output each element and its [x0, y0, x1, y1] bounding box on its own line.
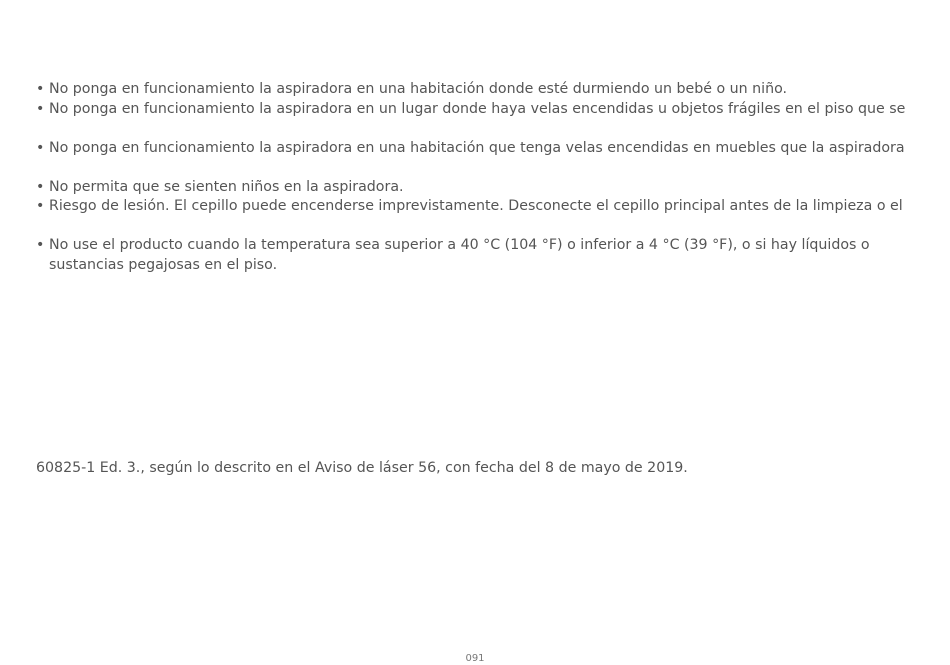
warning-candles-furniture: • No ponga en funcionamiento la aspiradora en una habitación que tenga velas encendidas en muebles que la aspiradora	[36, 139, 916, 159]
warning-children-sitting: • No permita que se sienten niños en la aspiradora.	[36, 178, 916, 198]
warning-sleeping-child: • No ponga en funcionamiento la aspiradora en una habitación donde esté durmiendo un bebé o un niño.	[36, 80, 916, 100]
page-number: 091	[465, 653, 485, 664]
warning-candles-fragile-floor: • No ponga en funcionamiento la aspiradora en un lugar donde haya velas encendidas u objetos frágiles en el piso que se	[36, 100, 916, 120]
spacer	[36, 158, 916, 178]
warning-temperature-liquids: • No use el producto cuando la temperatura sea superior a 40 °C (104 °F) o inferior a 4 °C (39 °F), o si hay líquidos o sustancias pegajosas en el piso.	[36, 236, 916, 275]
spacer	[36, 217, 916, 237]
warning-brush-injury: • Riesgo de lesión. El cepillo puede encenderse imprevistamente. Desconecte el cepillo principal antes de la limpieza o el	[36, 197, 916, 217]
laser-notice-text: 60825-1 Ed. 3., según lo descrito en el Aviso de láser 56, con fecha del 8 de mayo de 2019.	[36, 460, 688, 476]
safety-warnings-list	[36, 80, 916, 275]
spacer	[36, 119, 916, 139]
